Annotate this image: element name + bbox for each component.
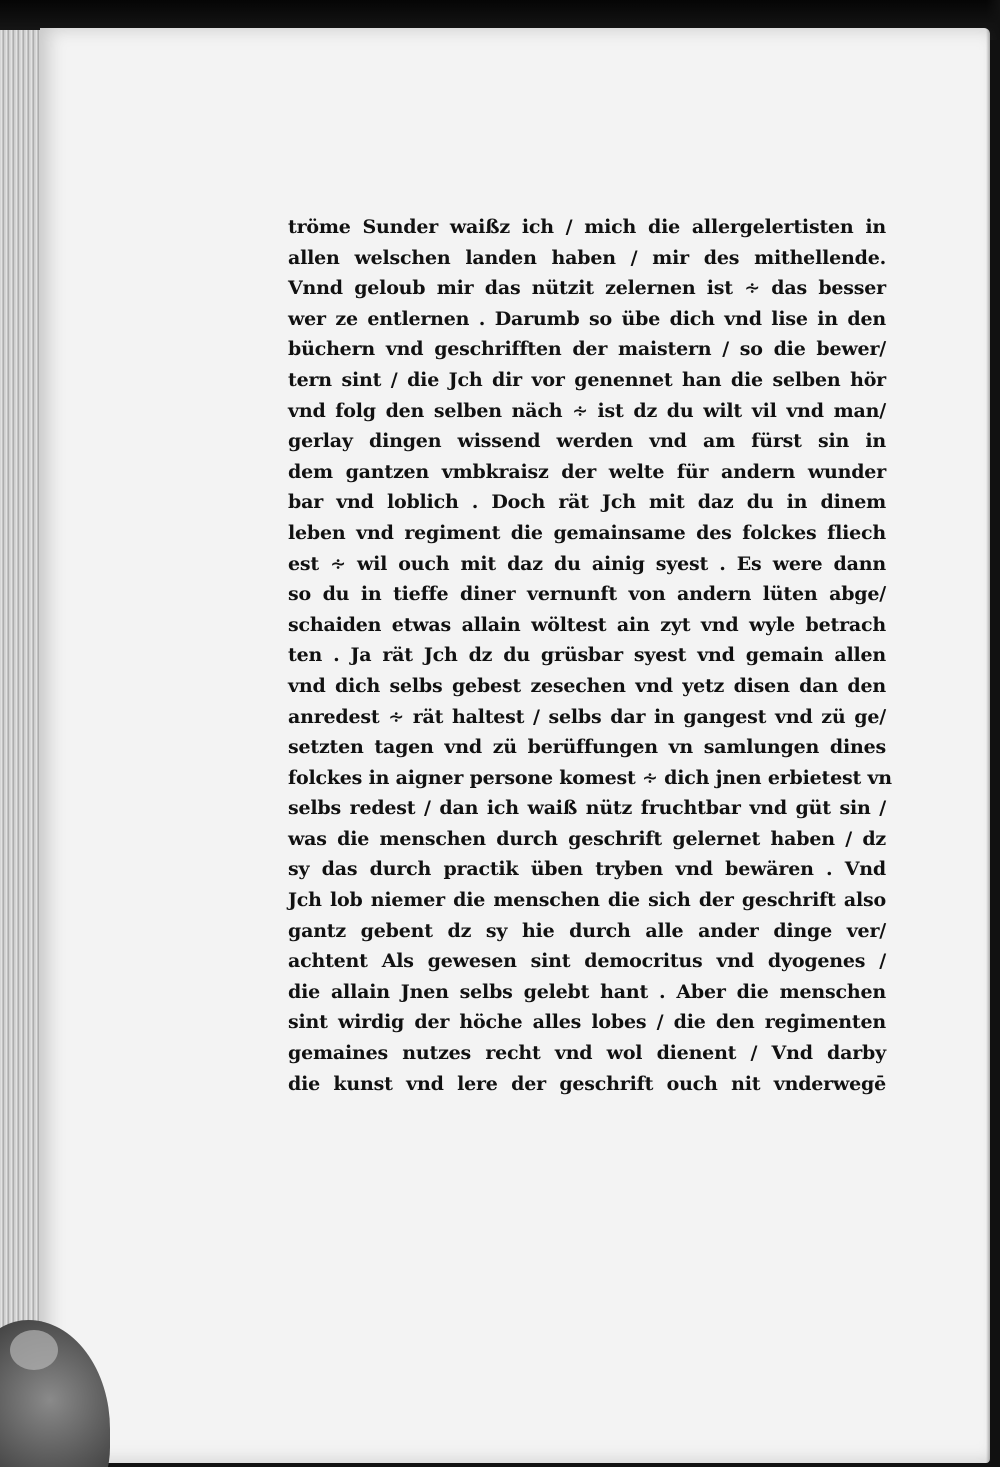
text-line: sy das durch practik üben tryben vnd bewären . Vnd	[288, 858, 886, 881]
text-line: achtent Als gewesen sint democritus vnd dyogenes /	[288, 950, 886, 973]
text-line: est ∻ wil ouch mit daz du ainig syest . Es were dann	[288, 552, 886, 575]
text-line: folckes in aigner persone komest ∻ dich jnen erbietest vn	[288, 766, 892, 789]
text-line: setzten tagen vnd zü berüffungen vn samlungen dines	[288, 736, 886, 759]
text-line: anredest ∻ rät haltest / selbs dar in gangest vnd zü ge∕	[288, 705, 886, 728]
text-line: gerlay dingen wissend werden vnd am fürst sin in	[288, 430, 886, 453]
text-line: Vnnd geloub mir das nützit zelernen ist ∻ das besser	[288, 277, 886, 300]
text-line: tröme Sunder waißz ich / mich die allergelertisten in	[288, 216, 886, 238]
text-line: die kunst vnd lere der geschrift ouch nit vnderwegē	[288, 1072, 886, 1095]
right-shadow	[986, 0, 1000, 1467]
text-line: vnd dich selbs gebest zesechen vnd yetz disen dan den	[288, 674, 886, 697]
text-line: so du in tieffe diner vernunft von andern lüten abge∕	[288, 583, 886, 606]
text-line: Jch lob niemer die menschen die sich der geschrift also	[288, 889, 886, 912]
text-line: selbs redest / dan ich waiß nütz fruchtbar vnd güt sin /	[288, 797, 886, 820]
text-line: leben vnd regiment die gemainsame des folckes fliech	[288, 521, 886, 544]
thumbnail-highlight	[10, 1330, 58, 1370]
text-block	[288, 212, 892, 1099]
text-line: vnd folg den selben näch ∻ ist dz du wilt vil vnd man∕	[288, 399, 886, 422]
text-line: gemaines nutzes recht vnd wol dienent / Vnd darby	[288, 1042, 886, 1065]
text-line: büchern vnd geschrifften der maistern / so die bewer∕	[288, 338, 886, 361]
text-line: wer ze entlernen . Darumb so übe dich vnd lise in den	[288, 307, 886, 330]
text-line: allen welschen landen haben / mir des mithellende.	[288, 246, 886, 269]
text-line: sint wirdig der höche alles lobes / die den regimenten	[288, 1011, 886, 1034]
text-line: tern sint / die Jch dir vor genennet han die selben hör	[288, 368, 886, 391]
text-line: was die menschen durch geschrift gelernet haben / dz	[288, 827, 886, 850]
text-line: dem gantzen vmbkraisz der welte für andern wunder	[288, 460, 886, 483]
text-line: ten . Ja rät Jch dz du grüsbar syest vnd gemain allen	[288, 644, 886, 667]
text-line: gantz gebent dz sy hie durch alle ander dinge ver∕	[288, 919, 886, 942]
text-line: schaiden etwas allain wöltest ain zyt vnd wyle betrach	[288, 613, 886, 636]
text-line: die allain Jnen selbs gelebt hant . Aber die menschen	[288, 980, 886, 1003]
text-line: bar vnd loblich . Doch rät Jch mit daz du in dinem	[288, 491, 886, 514]
